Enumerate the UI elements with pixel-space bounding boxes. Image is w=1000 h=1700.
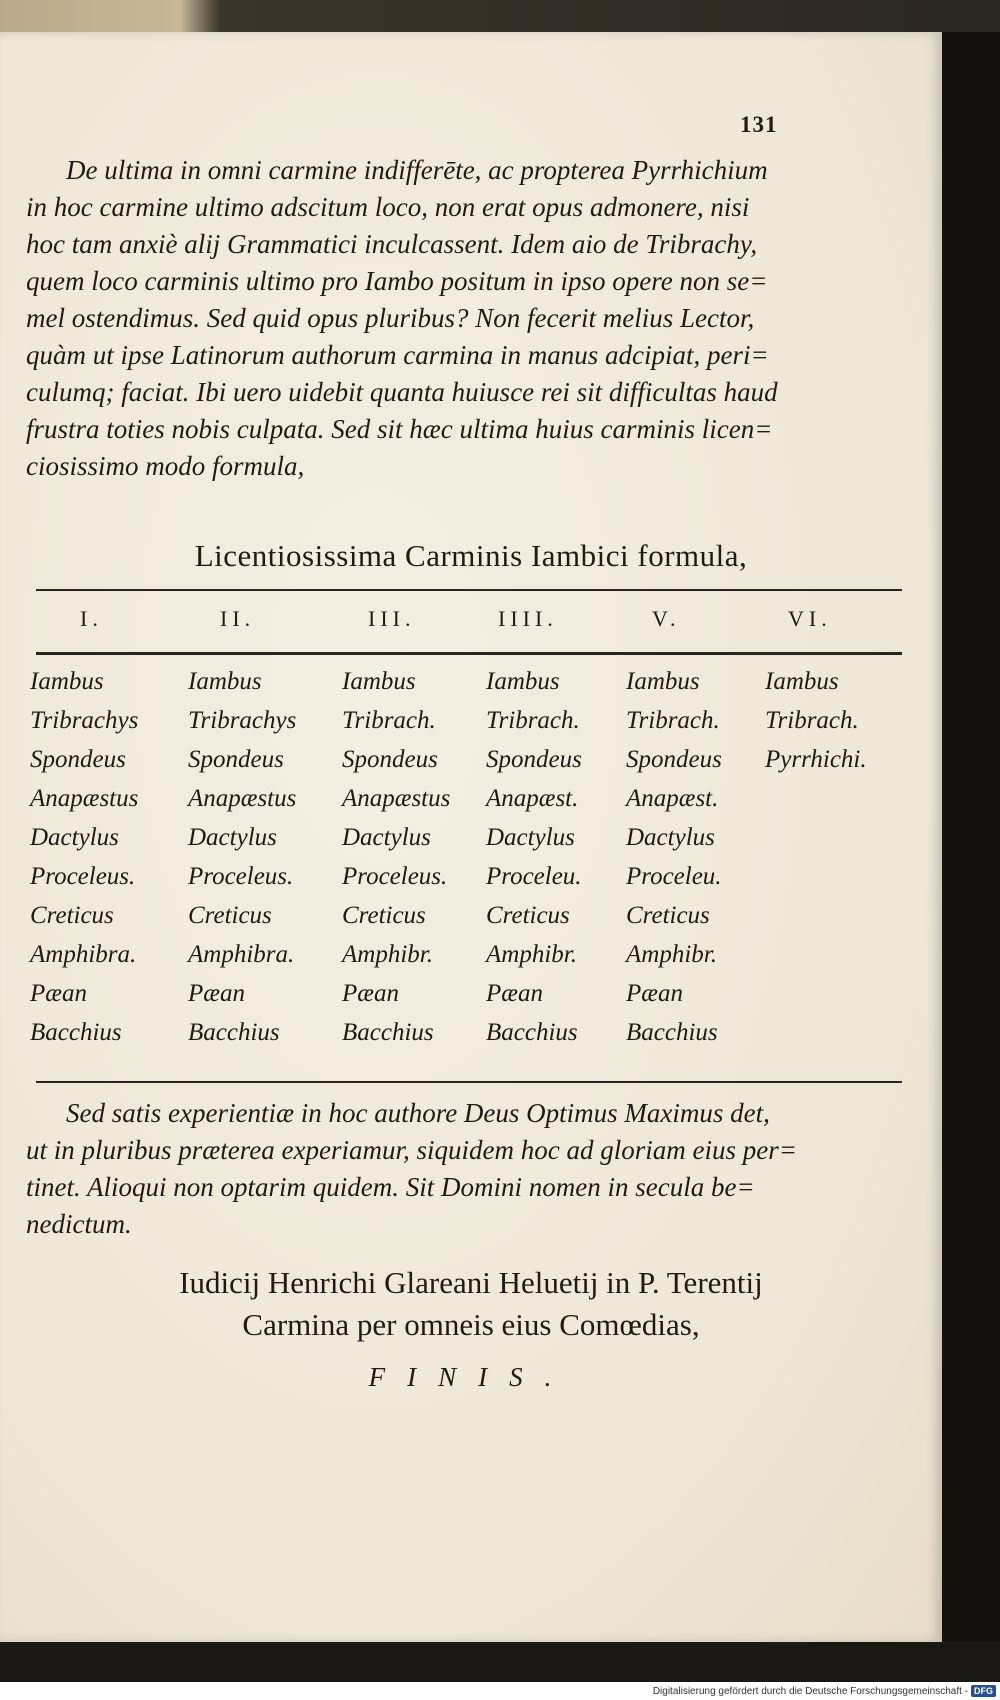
- closing-paragraph: [26, 1095, 906, 1243]
- table-cell: Bacchius: [188, 1019, 280, 1046]
- table-cell: Anapæstus: [30, 785, 139, 812]
- digitization-footer: [0, 1682, 1000, 1700]
- intro-paragraph: [26, 152, 906, 485]
- column-header: III.: [368, 606, 416, 631]
- table-cell: Spondeus: [486, 746, 582, 773]
- table-cell: Pæan: [342, 980, 399, 1007]
- text-line: quem loco carminis ultimo pro Iambo positum in ipso opere non se=: [26, 266, 768, 296]
- table-cell: Iambus: [188, 668, 262, 695]
- column-header: V.: [652, 606, 681, 631]
- table-cell: Spondeus: [188, 746, 284, 773]
- footer-text: Digitalisierung gefördert durch die Deutsche Forschungsgemeinschaft -: [652, 1685, 968, 1697]
- book-top-edge: [0, 0, 1000, 32]
- text-line: Sed satis experientiæ in hoc authore Deus Optimus Maximus det,: [66, 1098, 770, 1128]
- column-header: VI.: [788, 606, 832, 631]
- table-cell: Bacchius: [342, 1019, 434, 1046]
- text-line: ciosissimo modo formula,: [26, 451, 305, 481]
- column-header: IIII.: [498, 606, 558, 631]
- table-cell: Bacchius: [626, 1019, 718, 1046]
- table-cell: Dactylus: [342, 824, 431, 851]
- table-cell: Pyrrhichi.: [765, 746, 867, 773]
- page-number: 131: [740, 112, 778, 137]
- table-column: [486, 662, 582, 1052]
- table-cell: Dactylus: [626, 824, 715, 851]
- scan-background: [0, 1642, 1000, 1682]
- finis-text: FINIS.: [368, 1362, 574, 1392]
- table-cell: Dactylus: [486, 824, 575, 851]
- table-cell: Anapæstus: [188, 785, 297, 812]
- table-cell: Tribrach.: [486, 707, 580, 734]
- table-cell: Pæan: [188, 980, 245, 1007]
- table-column: [626, 662, 722, 1052]
- table-cell: Amphibr.: [342, 941, 433, 968]
- table-cell: Tribrach.: [342, 707, 436, 734]
- table-cell: Tribrach.: [765, 707, 859, 734]
- meter-table: [30, 662, 920, 1072]
- table-cell: Proceleu.: [626, 863, 722, 890]
- table-cell: Iambus: [626, 668, 700, 695]
- table-top-rule: [36, 589, 902, 591]
- text-line: culumq; faciat. Ibi uero uidebit quanta huiusce rei sit difficultas haud: [26, 377, 778, 407]
- table-cell: Tribrachys: [30, 707, 139, 734]
- table-cell: Pæan: [486, 980, 543, 1007]
- table-header-rule: [36, 652, 902, 655]
- table-column: [765, 662, 867, 779]
- table-cell: Anapæst.: [626, 785, 719, 812]
- table-bottom-rule: [36, 1081, 902, 1083]
- text-line: Iudicij Henrichi Glareani Heluetij in P. Terentij: [179, 1265, 763, 1300]
- table-cell: Tribrachys: [188, 707, 297, 734]
- text-line: frustra toties nobis culpata. Sed sit hæc ultima huius carminis licen=: [26, 414, 773, 444]
- table-cell: Amphibr.: [626, 941, 717, 968]
- table-cell: Dactylus: [188, 824, 277, 851]
- column-header: II.: [220, 606, 256, 631]
- table-cell: Pæan: [626, 980, 683, 1007]
- table-cell: Iambus: [342, 668, 416, 695]
- table-cell: Creticus: [188, 902, 272, 929]
- table-cell: Proceleus.: [342, 863, 448, 890]
- table-cell: Tribrach.: [626, 707, 720, 734]
- table-cell: Amphibra.: [30, 941, 137, 968]
- book-binding-edge: [942, 32, 1000, 1642]
- text-line: nedictum.: [26, 1209, 132, 1239]
- table-cell: Creticus: [30, 902, 114, 929]
- table-cell: Iambus: [30, 668, 104, 695]
- table-cell: Dactylus: [30, 824, 119, 851]
- table-cell: Amphibr.: [486, 941, 577, 968]
- table-column-headers: [30, 606, 910, 642]
- closing-heading: [0, 1262, 942, 1346]
- column-header: I.: [80, 606, 103, 631]
- table-cell: Creticus: [342, 902, 426, 929]
- table-column: [30, 662, 138, 1052]
- table-title: Licentiosissima Carminis Iambici formula,: [194, 538, 748, 573]
- text-line: mel ostendimus. Sed quid opus pluribus? Non fecerit melius Lector,: [26, 303, 755, 333]
- table-cell: Bacchius: [486, 1019, 578, 1046]
- text-line: De ultima in omni carmine indifferēte, ac propterea Pyrrhichium: [66, 155, 768, 185]
- table-column: [188, 662, 296, 1052]
- text-line: quàm ut ipse Latinorum authorum carmina in manus adcipiat, peri=: [26, 340, 769, 370]
- table-cell: Anapæstus: [342, 785, 451, 812]
- table-cell: Proceleu.: [486, 863, 582, 890]
- text-line: ut in pluribus præterea experiamur, siquidem hoc ad gloriam eius per=: [26, 1135, 797, 1165]
- dfg-logo-icon: DFG: [971, 1685, 996, 1697]
- table-cell: Creticus: [626, 902, 710, 929]
- table-cell: Spondeus: [342, 746, 438, 773]
- table-cell: Spondeus: [626, 746, 722, 773]
- table-cell: Proceleus.: [30, 863, 136, 890]
- table-cell: Iambus: [486, 668, 560, 695]
- table-cell: Proceleus.: [188, 863, 294, 890]
- table-cell: Anapæst.: [486, 785, 579, 812]
- text-line: tinet. Alioqui non optarim quidem. Sit Domini nomen in secula be=: [26, 1172, 755, 1202]
- table-column: [342, 662, 450, 1052]
- text-line: in hoc carmine ultimo adscitum loco, non erat opus admonere, nisi: [26, 192, 750, 222]
- table-cell: Creticus: [486, 902, 570, 929]
- table-cell: Iambus: [765, 668, 839, 695]
- text-line: hoc tam anxiè alij Grammatici inculcassent. Idem aio de Tribrachy,: [26, 229, 758, 259]
- table-cell: Bacchius: [30, 1019, 122, 1046]
- table-cell: Spondeus: [30, 746, 126, 773]
- table-cell: Pæan: [30, 980, 87, 1007]
- table-cell: Amphibra.: [188, 941, 295, 968]
- text-line: Carmina per omneis eius Comœdias,: [242, 1307, 700, 1342]
